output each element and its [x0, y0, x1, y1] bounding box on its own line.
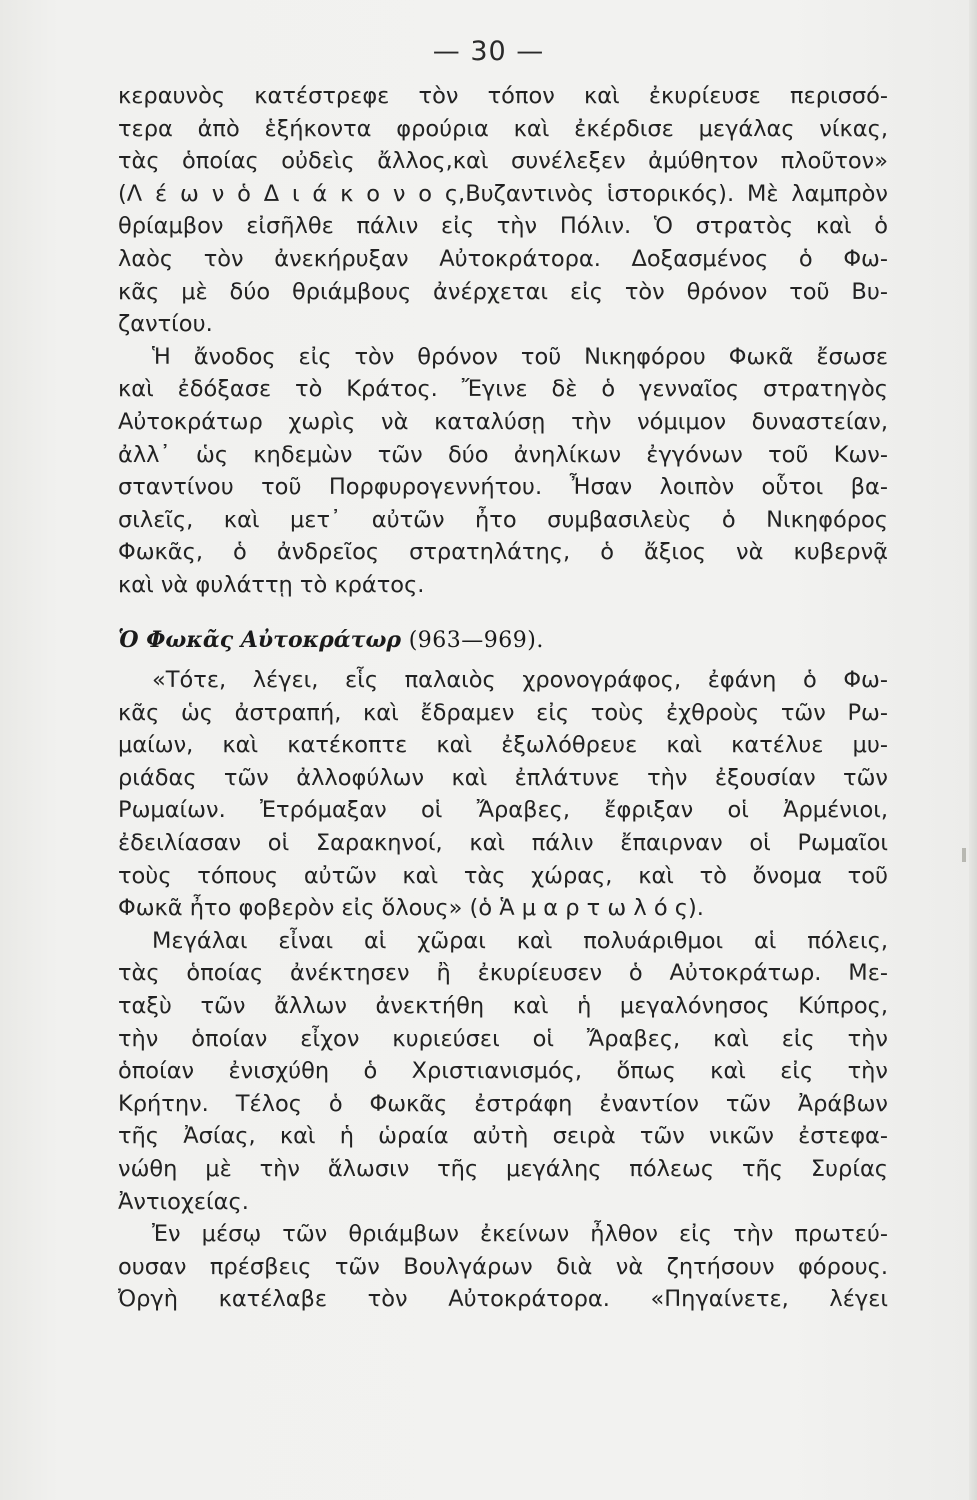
text-line: Μεγάλαι εἶναι αἱ χῶραι καὶ πολυάριθμοι αἱ πόλεις,: [152, 927, 888, 954]
text-line: τῆς Ἀσίας, καὶ ἡ ὡραία αὐτὴ σειρὰ τῶν νικῶν ἐστεφα-: [118, 1123, 888, 1150]
text-line: καὶ ἐδόξασε τὸ Κράτος. Ἔγινε δὲ ὁ γενναῖος στρατηγὸς: [118, 376, 888, 403]
text-line: Αὐτοκράτωρ χωρὶς νὰ καταλύσῃ τὴν νόμιμον δυναστείαν,: [118, 408, 888, 435]
text-line: κεραυνὸς κατέστρεφε τὸν τόπον καὶ ἐκυρίευσε περισσό-: [118, 83, 888, 109]
text-line: κᾶς μὲ δύο θριάμβους ἀνέρχεται εἰς τὸν θρόνον τοῦ Βυ-: [118, 278, 888, 305]
page-edge: [969, 0, 977, 1500]
section-heading: [118, 624, 888, 657]
text-line: λαὸς τὸν ἀνεκήρυξαν Αὐτοκράτορα. Δοξασμένος ὁ Φω-: [118, 245, 888, 272]
margin-mark: [962, 848, 966, 862]
page-number: — 30 —: [432, 36, 545, 67]
text-line: τὴν ὁποίαν εἶχον κυριεύσει οἱ Ἄραβες, καὶ εἰς τὴν: [118, 1025, 888, 1052]
text-line: σιλεῖς, καὶ μετ᾽ αὐτῶν ἦτο συμβασιλεὺς ὁ Νικηφόρος: [118, 506, 888, 533]
text-line: σταντίνου τοῦ Πορφυρογεννήτου. Ἦσαν λοιπὸν οὗτοι βα-: [118, 474, 888, 501]
heading-title: Ὁ Φωκᾶς Αὐτοκράτωρ: [118, 626, 402, 653]
text-line: Φωκᾶ ἦτο φοβερὸν εἰς ὅλους» (ὁ Ἁ μ α ρ τ ω λ ό ς).: [118, 895, 704, 922]
text-line: ζαντίου.: [118, 311, 213, 338]
text-line: (Λ έ ω ν ὁ Δ ι ά κ ο ν ο ς,Βυζαντινὸς ἱστορικός). Μὲ λαμπρὸν: [118, 180, 888, 207]
text-line: «Τότε, λέγει, εἷς παλαιὸς χρονογράφος, ἐφάνη ὁ Φω-: [152, 667, 888, 694]
text-line: ταξὺ τῶν ἄλλων ἀνεκτήθη καὶ ἡ μεγαλόνησος Κύπρος,: [118, 993, 888, 1020]
text-line: τοὺς τόπους αὐτῶν καὶ τὰς χώρας, καὶ τὸ ὄνομα τοῦ: [118, 862, 888, 889]
text-line: νώθη μὲ τὴν ἅλωσιν τῆς μεγάλης πόλεως τῆς Συρίας: [118, 1156, 888, 1182]
text-line: Ἐν μέσῳ τῶν θριάμβων ἐκείνων ἦλθον εἰς τὴν πρωτεύ-: [152, 1221, 888, 1248]
text-line: Ἀντιοχείας.: [118, 1188, 249, 1215]
text-line: Φωκᾶς, ὁ ἀνδρεῖος στρατηλάτης, ὁ ἄξιος νὰ κυβερνᾷ: [118, 539, 888, 566]
text-line: τερα ἀπὸ ἑξήκοντα φρούρια καὶ ἐκέρδισε μεγάλας νίκας,: [118, 115, 888, 142]
text-line: Ὀργὴ κατέλαβε τὸν Αὐτοκράτορα. «Πηγαίνετε, λέγει: [118, 1286, 888, 1313]
heading-dates: (963—969).: [408, 627, 544, 653]
text-line: μαίων, καὶ κατέκοπτε καὶ ἐξωλόθρευε καὶ κατέλυε μυ-: [118, 732, 888, 759]
text-line: θρίαμβον εἰσῆλθε πάλιν εἰς τὴν Πόλιν. Ὁ στρατὸς καὶ ὁ: [118, 213, 888, 240]
text-line: Κρήτην. Τέλος ὁ Φωκᾶς ἐστράφη ἐναντίον τῶν Ἀράβων: [118, 1090, 888, 1117]
text-line: ριάδας τῶν ἀλλοφύλων καὶ ἐπλάτυνε τὴν ἐξουσίαν τῶν: [118, 764, 888, 791]
text-line: Ἡ ἄνοδος εἰς τὸν θρόνον τοῦ Νικηφόρου Φωκᾶ ἔσωσε: [152, 343, 888, 370]
text-line: ἐδειλίασαν οἱ Σαρακηνοί, καὶ πάλιν ἔπαιρναν οἱ Ρωμαῖοι: [118, 830, 888, 857]
text-line: τὰς ὁποίας ἀνέκτησεν ἢ ἐκυρίευσεν ὁ Αὐτοκράτωρ. Με-: [118, 960, 888, 987]
text-line: ουσαν πρέσβεις τῶν Βουλγάρων διὰ νὰ ζητήσουν φόρους.: [118, 1253, 888, 1280]
body-text: [118, 80, 888, 1316]
text-line: καὶ νὰ φυλάττῃ τὸ κράτος.: [118, 571, 425, 598]
text-line: ὁποίαν ἐνισχύθη ὁ Χριστιανισμός, ὅπως καὶ εἰς τὴν: [118, 1058, 888, 1085]
text-line: ἀλλ᾽ ὡς κηδεμὼν τῶν δύο ἀνηλίκων ἐγγόνων τοῦ Κων-: [118, 441, 888, 468]
text-line: Ρωμαίων. Ἐτρόμαξαν οἱ Ἄραβες, ἔφριξαν οἱ Ἀρμένιοι,: [118, 797, 888, 824]
text-line: τὰς ὁποίας οὐδεὶς ἄλλος,καὶ συνέλεξεν ἀμύθητον πλοῦτον»: [118, 148, 888, 175]
text-line: κᾶς ὡς ἀστραπή, καὶ ἔδραμεν εἰς τοὺς ἐχθροὺς τῶν Ρω-: [118, 699, 888, 726]
